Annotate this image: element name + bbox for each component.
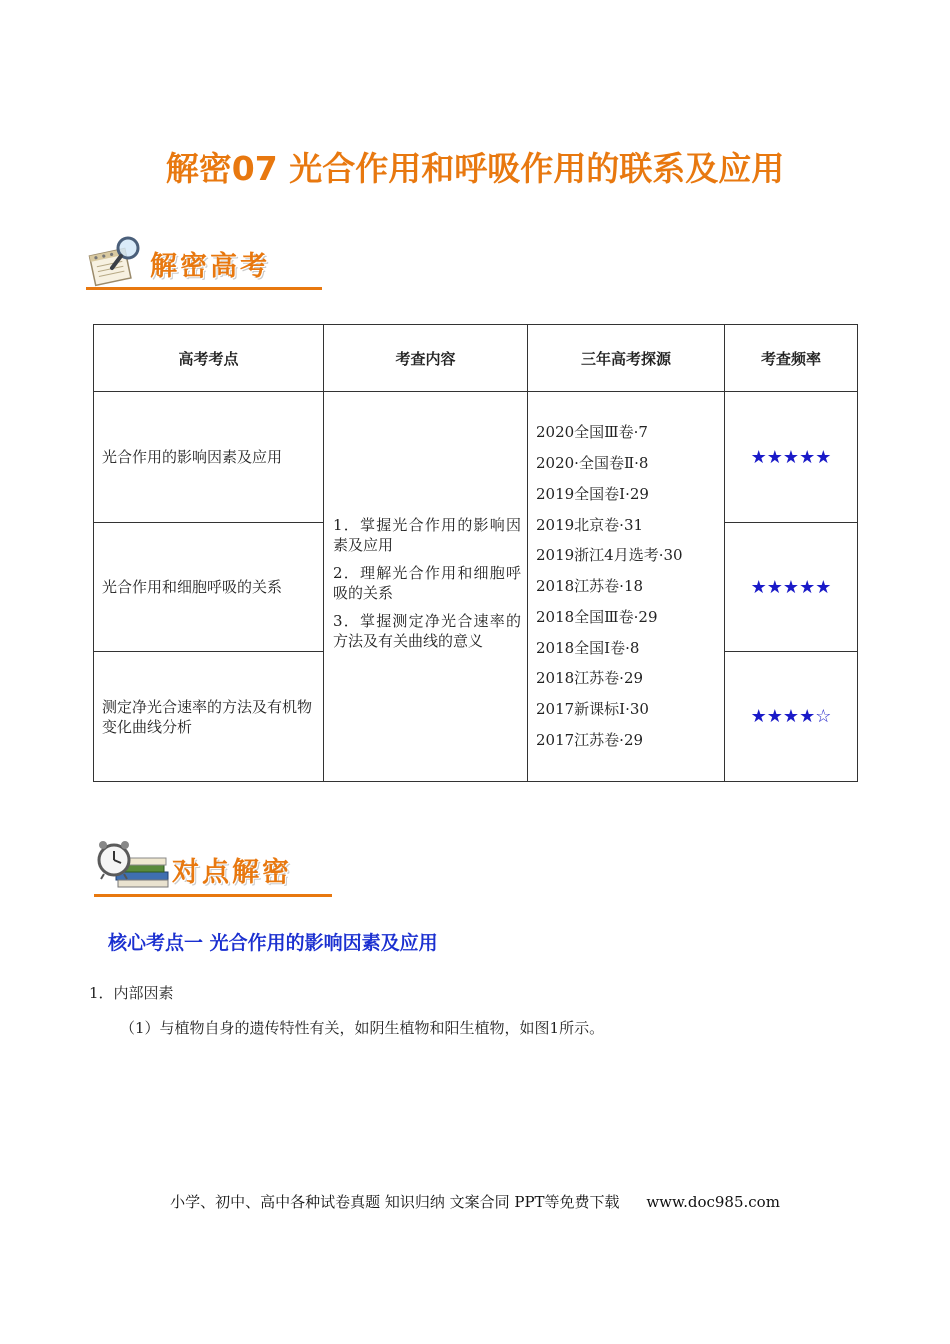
header-cell: 考查频率: [725, 325, 858, 392]
footer-url[interactable]: www.doc985.com: [646, 1193, 780, 1211]
page-title: 解密07 光合作用和呼吸作用的联系及应用: [165, 149, 785, 188]
alarm-clock-books-icon: [94, 832, 170, 894]
frequency-stars: ★★★★☆: [725, 652, 858, 782]
content-cell: [324, 392, 528, 782]
banner-label: 解密高考: [150, 251, 270, 282]
paragraph: （1）与植物自身的遗传特性有关，如阴生植物和阳生植物，如图1所示。: [120, 1019, 605, 1037]
source-item: 2020全国Ⅲ卷·7: [536, 423, 648, 442]
topic-cell: 测定净光合速率的方法及有机物变化曲线分析: [94, 652, 324, 782]
header-cell: 三年高考探源: [528, 325, 725, 392]
paragraph: 1．内部因素: [89, 984, 174, 1002]
topic-cell: 光合作用的影响因素及应用: [94, 392, 324, 523]
content-item: 2．理解光合作用和细胞呼吸的关系: [333, 563, 521, 602]
footer: [0, 1191, 950, 1212]
source-item: 2020·全国卷Ⅱ·8: [536, 453, 649, 472]
header-cell: 高考考点: [94, 325, 324, 392]
source-item: 2018江苏卷·29: [536, 669, 644, 688]
banner-duidian-jiemi: [94, 832, 334, 900]
source-item: 2018全国Ⅰ卷·8: [536, 638, 640, 657]
table-row: [94, 392, 858, 523]
source-item: 2019全国卷Ⅰ·29: [536, 484, 649, 503]
header-cell: 考查内容: [324, 325, 528, 392]
section-heading: 核心考点一 光合作用的影响因素及应用: [108, 932, 438, 954]
banner-label: 对点解密: [172, 857, 292, 888]
table-header-row: [94, 325, 858, 392]
banner-jiemi-gaokao: [86, 232, 322, 296]
footer-text: 小学、初中、高中各种试卷真题 知识归纳 文案合同 PPT等免费下载: [170, 1193, 620, 1211]
source-cell: [528, 392, 725, 782]
frequency-stars: ★★★★★: [725, 523, 858, 652]
source-item: 2017新课标I·30: [536, 700, 649, 719]
content-item: 1．掌握光合作用的影响因素及应用: [333, 515, 521, 554]
frequency-stars: ★★★★★: [725, 392, 858, 523]
magnifier-notepad-icon: [86, 232, 148, 292]
source-item: 2018全国Ⅲ卷·29: [536, 607, 658, 626]
banner-underline: [86, 287, 322, 290]
exam-table: [93, 324, 858, 782]
content-item: 3．掌握测定净光合速率的方法及有关曲线的意义: [333, 611, 521, 650]
source-item: 2018江苏卷·18: [536, 577, 644, 596]
banner-underline: [94, 894, 332, 897]
source-item: 2017江苏卷·29: [536, 731, 644, 750]
topic-cell: 光合作用和细胞呼吸的关系: [94, 523, 324, 652]
source-item: 2019北京卷·31: [536, 515, 644, 534]
source-item: 2019浙江4月选考·30: [536, 546, 683, 565]
